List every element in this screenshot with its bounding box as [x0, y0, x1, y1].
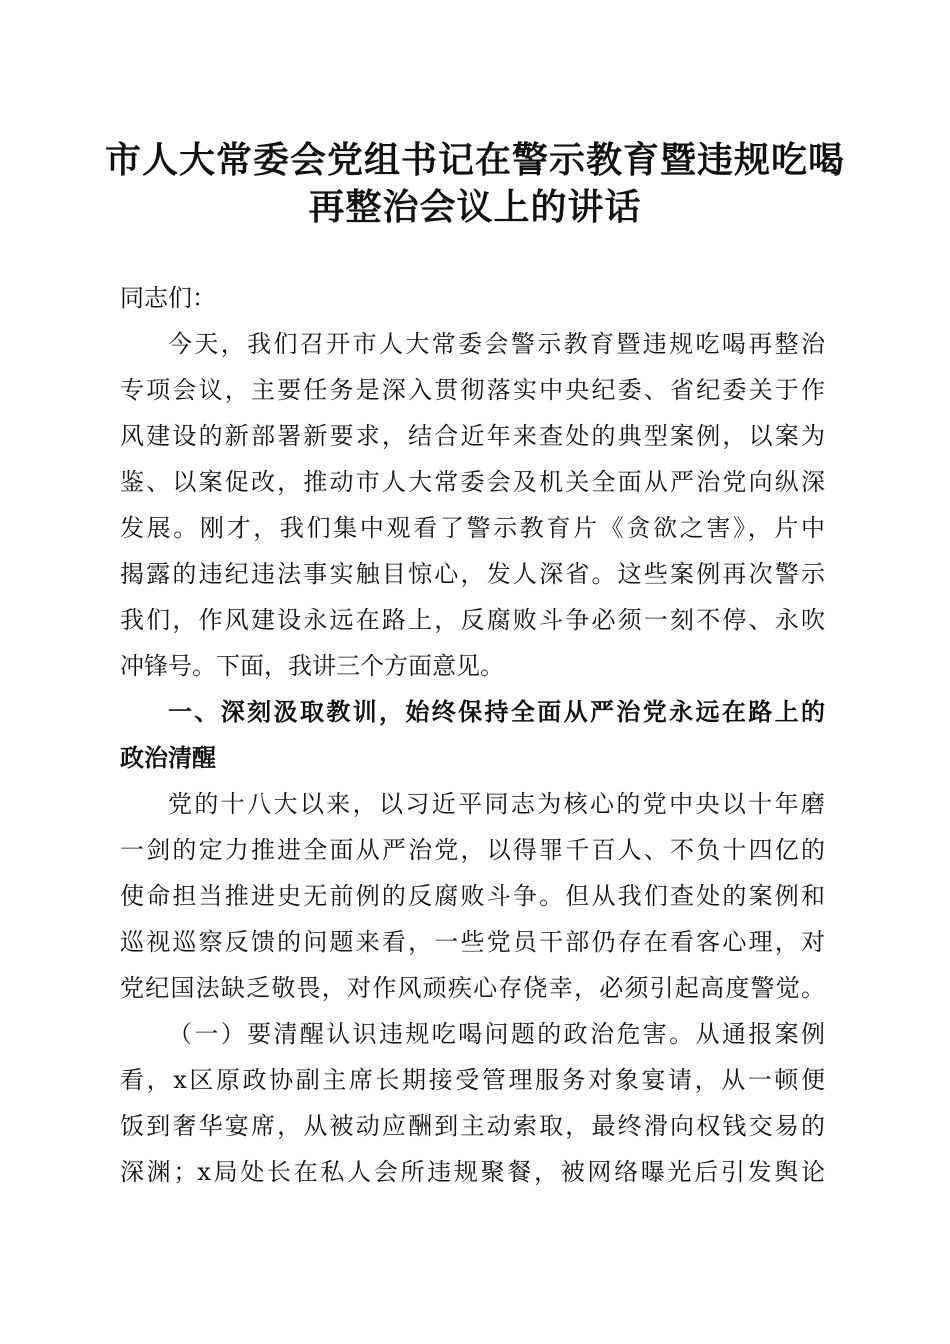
paragraph-1-line: 专项会议，主要任务是深入贯彻落实中央纪委、省纪委关于作: [120, 376, 825, 404]
section-heading-1-cont: 政治清醒: [120, 744, 216, 772]
section-heading-1: 一、深刻汲取教训，始终保持全面从严治党永远在路上的: [168, 698, 825, 726]
paragraph-3-line: 饭到奢华宴席，从被动应酬到主动索取，最终滑向权钱交易的: [120, 1112, 825, 1140]
paragraph-1-line: 冲锋号。下面，我讲三个方面意见。: [120, 652, 504, 680]
paragraph-3-line: 深渊；x局处长在私人会所违规聚餐，被网络曝光后引发舆论: [120, 1158, 825, 1186]
paragraph-2-line: 巡视巡察反馈的问题来看，一些党员干部仍存在看客心理，对: [120, 928, 825, 956]
paragraph-1-line: 发展。刚才，我们集中观看了警示教育片《贪欲之害》，片中: [120, 514, 825, 542]
paragraph-2-line: 使命担当推进史无前例的反腐败斗争。但从我们查处的案例和: [120, 882, 825, 910]
paragraph-1-line: 今天，我们召开市人大常委会警示教育暨违规吃喝再整治: [168, 330, 825, 358]
paragraph-2-line: 党的十八大以来，以习近平同志为核心的党中央以十年磨: [168, 790, 825, 818]
document-title-line-1: 市人大常委会党组书记在警示教育暨违规吃喝: [104, 139, 845, 181]
paragraph-1-line: 风建设的新部署新要求，结合近年来查处的典型案例，以案为: [120, 422, 825, 450]
paragraph-1-line: 鉴、以案促改，推动市人大常委会及机关全面从严治党向纵深: [120, 468, 825, 496]
paragraph-3-line: （一）要清醒认识违规吃喝问题的政治危害。从通报案例: [168, 1020, 825, 1048]
paragraph-2-line: 一剑的定力推进全面从严治党，以得罪千百人、不负十四亿的: [120, 836, 825, 864]
paragraph-1-line: 揭露的违纪违法事实触目惊心，发人深省。这些案例再次警示: [120, 560, 825, 588]
paragraph-2-line: 党纪国法缺乏敬畏，对作风顽疾心存侥幸，必须引起高度警觉。: [120, 974, 825, 1002]
salutation: 同志们：: [120, 284, 216, 312]
document-title-line-2: 再整治会议上的讲话: [308, 186, 642, 228]
paragraph-1-line: 我们，作风建设永远在路上，反腐败斗争必须一刻不停、永吹: [120, 606, 825, 634]
paragraph-3-line: 看，x区原政协副主席长期接受管理服务对象宴请，从一顿便: [120, 1066, 825, 1094]
